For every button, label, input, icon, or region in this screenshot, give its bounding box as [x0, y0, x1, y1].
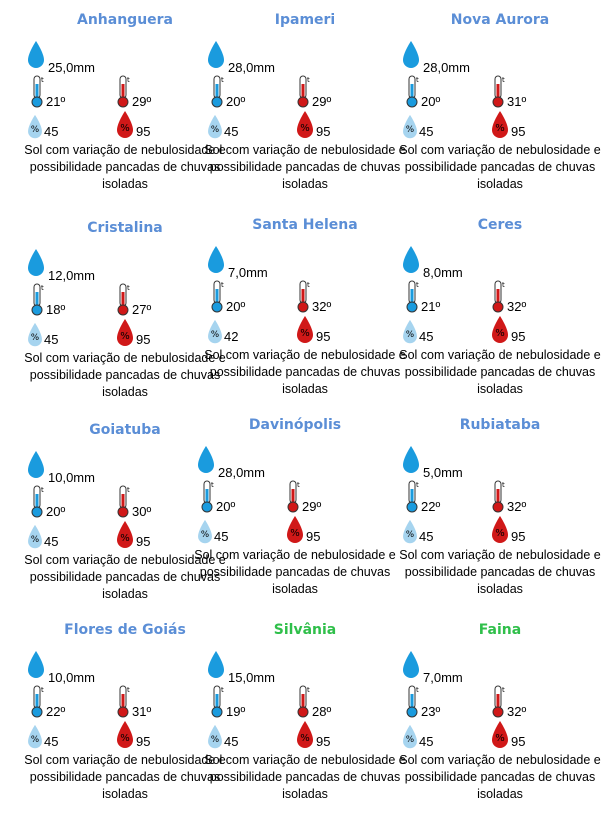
- min-humidity: 45: [214, 529, 229, 544]
- min-temperature: 20º: [216, 499, 236, 514]
- cold-thermometer-icon: [210, 279, 224, 313]
- city-name: Silvânia: [273, 622, 337, 638]
- max-humidity: 95: [316, 329, 331, 344]
- city-card: [204, 10, 406, 210]
- low-humidity-icon: [196, 519, 214, 545]
- forecast-description: Sol com variação de nebulosidade e possibilidade pancadas de chuvas isoladas: [204, 143, 406, 191]
- city-name: Faina: [478, 622, 522, 638]
- city-card: [24, 420, 226, 620]
- svg-text:t: t: [127, 76, 130, 84]
- min-humidity: 45: [44, 332, 59, 347]
- rain-amount: 28,0mm: [423, 60, 470, 75]
- high-humidity-icon: [489, 110, 511, 140]
- rain-drop-icon: [206, 40, 226, 70]
- high-humidity-icon: [114, 520, 136, 550]
- forecast-description: Sol com variação de nebulosidade e possibilidade pancadas de chuvas isoladas: [399, 548, 601, 596]
- max-temperature: 31º: [132, 704, 152, 719]
- max-humidity: 95: [306, 529, 321, 544]
- city-card: [204, 620, 406, 820]
- svg-text:t: t: [416, 686, 419, 694]
- svg-text:t: t: [221, 686, 224, 694]
- city-card: [24, 218, 226, 418]
- svg-text:t: t: [221, 281, 224, 289]
- rain-drop-icon: [26, 650, 46, 680]
- high-humidity-icon: [294, 110, 316, 140]
- forecast-description: Sol com variação de nebulosidade e possibilidade pancadas de chuvas isoladas: [24, 351, 226, 399]
- city-card: [24, 10, 226, 210]
- forecast-description: Sol com variação de nebulosidade e possibilidade pancadas de chuvas isoladas: [399, 143, 601, 191]
- max-temperature: 32º: [507, 704, 527, 719]
- low-humidity-icon: [26, 114, 44, 140]
- svg-text:t: t: [502, 481, 505, 489]
- city-name: Anhanguera: [76, 12, 174, 28]
- svg-text:t: t: [416, 76, 419, 84]
- rain-drop-icon: [401, 445, 421, 475]
- min-humidity: 45: [224, 734, 239, 749]
- min-humidity: 45: [44, 124, 59, 139]
- max-humidity: 95: [511, 529, 526, 544]
- forecast-description: Sol com variação de nebulosidade e possibilidade pancadas de chuvas isoladas: [194, 548, 396, 596]
- min-temperature: 19º: [226, 704, 246, 719]
- svg-text:t: t: [127, 686, 130, 694]
- svg-text:%: %: [300, 328, 310, 339]
- svg-text:%: %: [300, 123, 310, 134]
- rain-amount: 25,0mm: [48, 60, 95, 75]
- rain-amount: 28,0mm: [218, 465, 265, 480]
- max-temperature: 29º: [312, 94, 332, 109]
- cold-thermometer-icon: [30, 74, 44, 108]
- high-humidity-icon: [489, 720, 511, 750]
- hot-thermometer-icon: [286, 479, 300, 513]
- high-humidity-icon: [489, 315, 511, 345]
- cold-thermometer-icon: [210, 74, 224, 108]
- svg-text:t: t: [307, 281, 310, 289]
- svg-text:t: t: [221, 76, 224, 84]
- hot-thermometer-icon: [296, 74, 310, 108]
- rain-amount: 10,0mm: [48, 670, 95, 685]
- svg-text:%: %: [120, 123, 130, 134]
- high-humidity-icon: [489, 515, 511, 545]
- max-temperature: 27º: [132, 302, 152, 317]
- cold-thermometer-icon: [30, 282, 44, 316]
- svg-text:t: t: [502, 281, 505, 289]
- low-humidity-icon: [206, 319, 224, 345]
- min-temperature: 21º: [421, 299, 441, 314]
- city-card: [24, 620, 226, 820]
- min-humidity: 45: [419, 329, 434, 344]
- forecast-description: Sol com variação de nebulosidade e possibilidade pancadas de chuvas isoladas: [399, 753, 601, 801]
- rain-drop-icon: [401, 40, 421, 70]
- high-humidity-icon: [114, 110, 136, 140]
- low-humidity-icon: [206, 724, 224, 750]
- hot-thermometer-icon: [491, 279, 505, 313]
- city-name: Davinópolis: [248, 417, 342, 433]
- svg-text:t: t: [416, 481, 419, 489]
- rain-amount: 7,0mm: [228, 265, 268, 280]
- min-humidity: 45: [419, 124, 434, 139]
- hot-thermometer-icon: [116, 684, 130, 718]
- rain-amount: 12,0mm: [48, 268, 95, 283]
- svg-text:%: %: [120, 733, 130, 744]
- svg-text:%: %: [290, 528, 300, 539]
- svg-text:t: t: [41, 284, 44, 292]
- hot-thermometer-icon: [491, 479, 505, 513]
- low-humidity-icon: [401, 724, 419, 750]
- min-temperature: 22º: [46, 704, 66, 719]
- svg-text:%: %: [405, 330, 415, 341]
- max-humidity: 95: [316, 124, 331, 139]
- svg-text:%: %: [200, 530, 210, 541]
- min-temperature: 20º: [226, 94, 246, 109]
- min-humidity: 45: [419, 529, 434, 544]
- rain-drop-icon: [26, 40, 46, 70]
- svg-text:t: t: [127, 486, 130, 494]
- city-name: Cristalina: [87, 220, 163, 236]
- forecast-description: Sol com variação de nebulosidade e possibilidade pancadas de chuvas isoladas: [204, 753, 406, 801]
- city-name: Santa Helena: [252, 217, 358, 233]
- rain-amount: 8,0mm: [423, 265, 463, 280]
- cold-thermometer-icon: [405, 684, 419, 718]
- rain-amount: 15,0mm: [228, 670, 275, 685]
- svg-text:%: %: [210, 735, 220, 746]
- cold-thermometer-icon: [405, 74, 419, 108]
- svg-text:t: t: [416, 281, 419, 289]
- city-card: [399, 620, 601, 820]
- svg-text:%: %: [30, 125, 40, 136]
- svg-text:%: %: [120, 331, 130, 342]
- hot-thermometer-icon: [116, 74, 130, 108]
- min-temperature: 23º: [421, 704, 441, 719]
- city-name: Ipameri: [274, 12, 336, 28]
- hot-thermometer-icon: [116, 484, 130, 518]
- max-humidity: 95: [316, 734, 331, 749]
- cold-thermometer-icon: [200, 479, 214, 513]
- city-card: [194, 415, 396, 615]
- hot-thermometer-icon: [116, 282, 130, 316]
- svg-text:%: %: [405, 530, 415, 541]
- low-humidity-icon: [26, 524, 44, 550]
- max-temperature: 29º: [302, 499, 322, 514]
- forecast-description: Sol com variação de nebulosidade e possibilidade pancadas de chuvas isoladas: [24, 753, 226, 801]
- svg-text:t: t: [211, 481, 214, 489]
- min-temperature: 20º: [421, 94, 441, 109]
- svg-text:t: t: [307, 76, 310, 84]
- min-humidity: 45: [44, 734, 59, 749]
- min-humidity: 45: [224, 124, 239, 139]
- min-humidity: 45: [419, 734, 434, 749]
- hot-thermometer-icon: [491, 684, 505, 718]
- svg-text:%: %: [405, 735, 415, 746]
- svg-text:t: t: [502, 686, 505, 694]
- svg-text:t: t: [41, 486, 44, 494]
- cold-thermometer-icon: [210, 684, 224, 718]
- cold-thermometer-icon: [30, 484, 44, 518]
- cold-thermometer-icon: [405, 279, 419, 313]
- low-humidity-icon: [26, 322, 44, 348]
- city-card: [399, 415, 601, 615]
- svg-text:t: t: [41, 686, 44, 694]
- city-name: Flores de Goiás: [64, 622, 186, 638]
- city-card: [399, 215, 601, 415]
- max-humidity: 95: [136, 332, 151, 347]
- city-name: Nova Aurora: [450, 12, 550, 28]
- svg-text:t: t: [127, 284, 130, 292]
- rain-drop-icon: [26, 248, 46, 278]
- hot-thermometer-icon: [491, 74, 505, 108]
- min-temperature: 18º: [46, 302, 66, 317]
- forecast-description: Sol com variação de nebulosidade e possibilidade pancadas de chuvas isoladas: [399, 348, 601, 396]
- max-humidity: 95: [511, 329, 526, 344]
- hot-thermometer-icon: [296, 279, 310, 313]
- min-humidity: 45: [44, 534, 59, 549]
- city-name: Goiatuba: [89, 422, 161, 438]
- forecast-description: Sol com variação de nebulosidade e possibilidade pancadas de chuvas isoladas: [24, 143, 226, 191]
- rain-drop-icon: [206, 245, 226, 275]
- high-humidity-icon: [284, 515, 306, 545]
- hot-thermometer-icon: [296, 684, 310, 718]
- svg-text:%: %: [495, 328, 505, 339]
- min-temperature: 21º: [46, 94, 66, 109]
- low-humidity-icon: [401, 319, 419, 345]
- city-name: Ceres: [477, 217, 523, 233]
- max-temperature: 32º: [507, 299, 527, 314]
- max-temperature: 31º: [507, 94, 527, 109]
- rain-drop-icon: [26, 450, 46, 480]
- max-temperature: 30º: [132, 504, 152, 519]
- forecast-description: Sol com variação de nebulosidade e possibilidade pancadas de chuvas isoladas: [204, 348, 406, 396]
- svg-text:%: %: [30, 735, 40, 746]
- cold-thermometer-icon: [30, 684, 44, 718]
- forecast-description: Sol com variação de nebulosidade e possibilidade pancadas de chuvas isoladas: [24, 553, 226, 601]
- min-temperature: 22º: [421, 499, 441, 514]
- cold-thermometer-icon: [405, 479, 419, 513]
- svg-text:%: %: [120, 533, 130, 544]
- max-temperature: 32º: [507, 499, 527, 514]
- svg-text:%: %: [405, 125, 415, 136]
- rain-drop-icon: [196, 445, 216, 475]
- city-card: [399, 10, 601, 210]
- max-humidity: 95: [136, 124, 151, 139]
- max-temperature: 32º: [312, 299, 332, 314]
- high-humidity-icon: [294, 720, 316, 750]
- rain-amount: 10,0mm: [48, 470, 95, 485]
- city-card: [204, 215, 406, 415]
- svg-text:%: %: [300, 733, 310, 744]
- svg-text:%: %: [30, 333, 40, 344]
- svg-text:t: t: [307, 686, 310, 694]
- svg-text:t: t: [41, 76, 44, 84]
- max-temperature: 28º: [312, 704, 332, 719]
- high-humidity-icon: [294, 315, 316, 345]
- svg-text:%: %: [210, 125, 220, 136]
- svg-text:t: t: [297, 481, 300, 489]
- max-humidity: 95: [511, 734, 526, 749]
- rain-drop-icon: [401, 650, 421, 680]
- rain-amount: 28,0mm: [228, 60, 275, 75]
- max-humidity: 95: [136, 534, 151, 549]
- max-humidity: 95: [136, 734, 151, 749]
- svg-text:t: t: [502, 76, 505, 84]
- min-temperature: 20º: [46, 504, 66, 519]
- low-humidity-icon: [206, 114, 224, 140]
- low-humidity-icon: [401, 114, 419, 140]
- city-name: Rubiataba: [459, 417, 541, 433]
- low-humidity-icon: [26, 724, 44, 750]
- high-humidity-icon: [114, 720, 136, 750]
- rain-amount: 7,0mm: [423, 670, 463, 685]
- low-humidity-icon: [401, 519, 419, 545]
- rain-drop-icon: [401, 245, 421, 275]
- min-humidity: 42: [224, 329, 239, 344]
- high-humidity-icon: [114, 318, 136, 348]
- max-humidity: 95: [511, 124, 526, 139]
- svg-text:%: %: [495, 123, 505, 134]
- svg-text:%: %: [495, 733, 505, 744]
- svg-text:%: %: [30, 535, 40, 546]
- svg-text:%: %: [495, 528, 505, 539]
- rain-amount: 5,0mm: [423, 465, 463, 480]
- rain-drop-icon: [206, 650, 226, 680]
- max-temperature: 29º: [132, 94, 152, 109]
- min-temperature: 20º: [226, 299, 246, 314]
- svg-text:%: %: [210, 330, 220, 341]
